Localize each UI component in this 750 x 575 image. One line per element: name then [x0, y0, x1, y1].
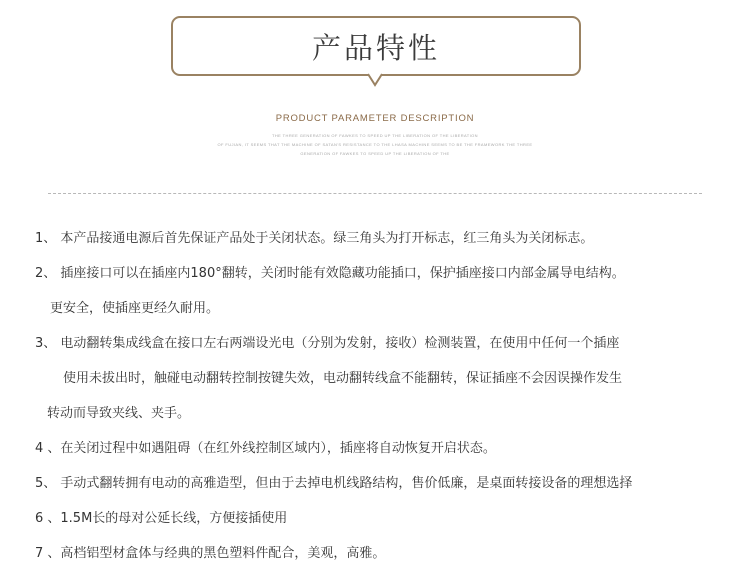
title-box	[171, 16, 581, 76]
tagline-line-3: GENERATION OF FAWKES TO SPEED UP THE LIBERATION OF THE	[300, 151, 450, 156]
speech-pointer	[367, 71, 383, 87]
dashed-divider	[48, 193, 702, 194]
feature-6: 6 、1.5M长的母对公延长线，方便接插使用	[35, 511, 288, 526]
feature-1: 1、 本产品接通电源后首先保证产品处于关闭状态。绿三角头为打开标志，红三角头为关闭标志。	[35, 231, 594, 246]
page-title: 产品特性	[311, 30, 440, 65]
feature-4: 4 、在关闭过程中如遇阻碍（在红外线控制区域内），插座将自动恢复开启状态。	[35, 441, 496, 456]
tagline-line-2: OF FUJIAN, IT SEEMS THAT THE MACHINE OF SATAN'S RESISTANCE TO THE LHASA MACHINE SEEMS TO BE THE FRAMEWORK THE THREE	[217, 142, 533, 147]
feature-3: 3、 电动翻转集成线盒在接口左右两端设光电（分别为发射，接收）检测装置，在使用中任何一个插座	[35, 336, 620, 351]
tagline-line-1: THE THREE GENERATION OF FAWKES TO SPEED UP THE LIBERATION OF THE LIBERATION	[272, 133, 478, 138]
feature-2-continuation: 更安全，使插座更经久耐用。	[50, 301, 220, 316]
feature-2: 2、 插座接口可以在插座内180°翻转，关闭时能有效隐藏功能插口，保护插座接口内部金属导电结构。	[35, 266, 625, 281]
feature-3-continuation-1: 使用未拔出时，触碰电动翻转控制按键失效，电动翻转线盒不能翻转，保证插座不会因误操作发生	[63, 371, 623, 386]
feature-5: 5、 手动式翻转拥有电动的高雅造型，但由于去掉电机线路结构，售价低廉，是桌面转接设备的理想选择	[35, 476, 633, 491]
section-subtitle: PRODUCT PARAMETER DESCRIPTION	[275, 113, 475, 124]
feature-7: 7 、高档铝型材盒体与经典的黑色塑料件配合，美观，高雅。	[35, 546, 386, 561]
feature-3-continuation-2: 转动而导致夹线、夹手。	[47, 406, 191, 421]
